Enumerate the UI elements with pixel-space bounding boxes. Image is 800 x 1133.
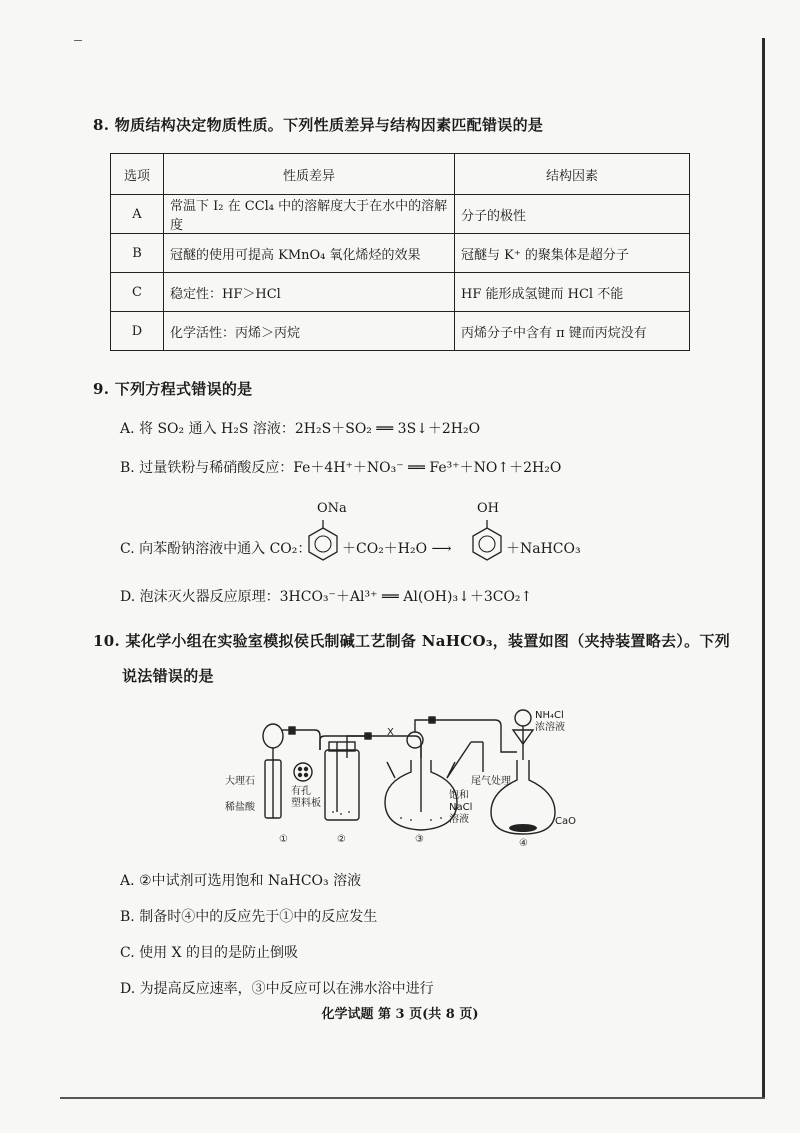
label-num-3: ③ xyxy=(415,834,424,845)
label-cao: CaO xyxy=(555,816,576,827)
q9-c-suffix: ＋NaHCO₃ xyxy=(506,541,581,557)
q9-c-prefix: C. 向苯酚钠溶液中通入 CO₂： xyxy=(120,541,312,557)
scan-mark-top xyxy=(74,40,82,41)
q8-row-property: 化学活性：丙烯＞丙烷 xyxy=(164,312,455,351)
label-marble: 大理石 xyxy=(225,776,255,787)
q8-row-property: 稳定性：HF＞HCl xyxy=(164,273,455,312)
page-footer: 化学试题 第 3 页(共 8 页) xyxy=(321,1007,479,1022)
scan-edge-bottom xyxy=(60,1097,765,1099)
scan-edge-right xyxy=(762,38,765,1098)
q10-option-c: C. 使用 X 的目的是防止倒吸 xyxy=(120,945,298,961)
q8-row-factor: 丙烯分子中含有 π 键而丙烷没有 xyxy=(455,312,690,351)
q8-row-factor: HF 能形成氢键而 HCl 不能 xyxy=(455,273,690,312)
q9-option-d: D. 泡沫灭火器反应原理：3HCO₃⁻＋Al³⁺ ══ Al(OH)₃↓＋3CO₂↑ xyxy=(120,589,533,605)
label-nh4cl-2: 浓溶液 xyxy=(535,722,565,733)
table-row xyxy=(111,273,690,312)
table-row xyxy=(111,195,690,234)
q8-header-property: 性质差异 xyxy=(164,154,455,195)
label-plate-2: 塑料板 xyxy=(291,798,321,809)
benzene-ring-icon xyxy=(469,518,505,564)
label-plate: 有孔 xyxy=(291,786,311,797)
table-row xyxy=(111,234,690,273)
label-acid: 稀盐酸 xyxy=(225,802,255,813)
q9-c-mid: ＋CO₂＋H₂O ⟶ xyxy=(342,541,452,557)
q9-option-c xyxy=(120,500,640,570)
q8-row-factor: 冠醚与 K⁺ 的聚集体是超分子 xyxy=(455,234,690,273)
q8-row-option: B xyxy=(111,234,164,273)
label-x: X xyxy=(387,727,394,738)
q9-option-a: A. 将 SO₂ 通入 H₂S 溶液：2H₂S＋SO₂ ══ 3S↓＋2H₂O xyxy=(120,421,481,437)
label-num-2: ② xyxy=(337,834,346,845)
q8-title: 8. 物质结构决定物质性质。下列性质差异与结构因素匹配错误的是 xyxy=(93,116,544,134)
q8-table xyxy=(110,153,690,351)
q8-header-factor: 结构因素 xyxy=(455,154,690,195)
q10-option-a: A. ②中试剂可选用饱和 NaHCO₃ 溶液 xyxy=(120,873,362,889)
q10-option-d: D. 为提高反应速率，③中反应可以在沸水浴中进行 xyxy=(120,981,434,997)
apparatus-diagram xyxy=(225,700,585,850)
q8-row-property: 常温下 I₂ 在 CCl₄ 中的溶解度大于在水中的溶解度 xyxy=(164,195,455,234)
q8-row-option: D xyxy=(111,312,164,351)
q8-row-option: C xyxy=(111,273,164,312)
q8-header-option: 选项 xyxy=(111,154,164,195)
q9-c-group-ona: ONa xyxy=(317,501,347,516)
label-num-1: ① xyxy=(279,834,288,845)
label-nacl-1: 饱和 xyxy=(449,790,469,801)
q8-row-factor: 分子的极性 xyxy=(455,195,690,234)
q8-row-property: 冠醚的使用可提高 KMnO₄ 氧化烯烃的效果 xyxy=(164,234,455,273)
q10-title-line2: 说法错误的是 xyxy=(122,667,214,685)
label-nh4cl-1: NH₄Cl xyxy=(535,710,564,721)
label-tail-gas: 尾气处理 xyxy=(471,776,511,787)
table-row xyxy=(111,312,690,351)
label-nacl-3: 溶液 xyxy=(449,814,469,825)
q8-row-option: A xyxy=(111,195,164,234)
label-num-4: ④ xyxy=(519,838,528,849)
q10-title-line1: 10. 某化学小组在实验室模拟侯氏制碱工艺制备 NaHCO₃，装置如图（夹持装置略去）。下列 xyxy=(93,632,731,650)
q10-option-b: B. 制备时④中的反应先于①中的反应发生 xyxy=(120,909,378,925)
q8-header-row xyxy=(111,154,690,195)
label-nacl-2: NaCl xyxy=(449,802,473,813)
q9-c-group-oh: OH xyxy=(477,501,499,516)
benzene-ring-icon xyxy=(305,518,341,564)
q9-option-b: B. 过量铁粉与稀硝酸反应：Fe＋4H⁺＋NO₃⁻ ══ Fe³⁺＋NO↑＋2H₂O xyxy=(120,460,562,476)
q9-title: 9. 下列方程式错误的是 xyxy=(93,380,253,398)
